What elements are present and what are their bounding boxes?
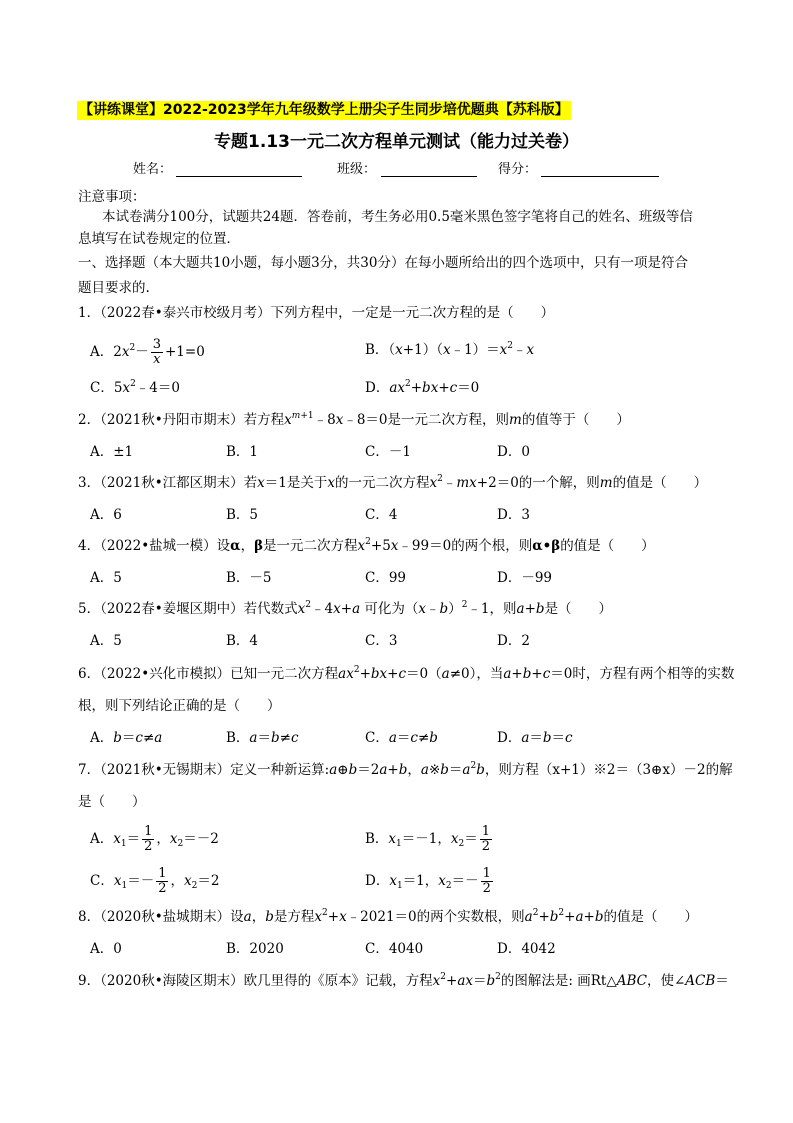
section-heading-cont: 题目要求的. (78, 280, 150, 296)
question-8-stem: 8．（2020秋•盐城期末）设a，b是方程$x^2+x﹣2021=0$的两个实数根，则$a^2+b^2+a+b$的值是（ ） (78, 908, 698, 925)
question-7-option-a: A．$x_1=$ $\frac{1}{2}$ ，$x_2=-2$ (90, 824, 219, 854)
question-8-option-b: B．2020 (226, 941, 284, 957)
class-field (381, 176, 477, 177)
question-9-stem: 9．（2020秋•海陵区期末）欧几里得的《原本》记载，方程$x^2+ax=b^2$的图解法是: 画Rt△ABC，使∠ACB＝ (78, 972, 729, 989)
question-2-option-a: A．±1 (90, 444, 134, 460)
question-7-option-c: C．$x_1=-$ $\frac{1}{2}$ ，$x_2=2$ (90, 866, 220, 896)
notice-heading: 注意事项： (78, 189, 146, 205)
question-8-option-a: A．0 (90, 941, 122, 957)
question-8-option-d: D．4042 (497, 941, 556, 957)
question-6-option-d: D．a＝b＝c (497, 730, 573, 746)
class-label: 班级： (337, 162, 377, 177)
question-6-stem: 6．（2022•兴化市模拟）已知一元二次方程$ax^2+bx+c=0(a\ne 0)$，当a+b+c＝0时，方程有两个相等的实数 (78, 665, 735, 682)
question-3-stem: 3．（2021秋•江都区期末）若x＝1是关于x的一元二次方程$x^2﹣mx+2=0$的一个解，则m的值是（ ） (78, 474, 708, 491)
question-5-stem: 5．（2022春•姜堰区期中）若代数式$x^2﹣4x+a$ 可化为（x﹣b）$^2$﹣1，则a+b是（ ） (78, 600, 613, 617)
question-6-option-c: C．a＝c≠b (365, 730, 438, 746)
question-8-option-c: C．4040 (365, 941, 424, 957)
question-1-option-d: D．$ax^2+bx+c=0$ (365, 379, 480, 396)
question-5-option-c: C．3 (365, 633, 398, 649)
question-4-option-c: C．99 (365, 570, 407, 586)
question-6-option-a: A．b＝c≠a (90, 730, 163, 746)
question-1-option-b: B．$(x+1)(x﹣1)=x^2﹣x$ (365, 341, 535, 358)
notice-text-cont: 息填写在试卷规定的位置． (78, 231, 240, 247)
question-3-option-a: A．6 (90, 507, 122, 523)
notice-text: 本试卷满分100分，试题共24题．答卷前，考生务必用0.5毫米黑色签字笔将自己的姓名、班级等信 (102, 209, 693, 225)
section-heading: 一、选择题（本大题共10小题，每小题3分，共30分）在每小题所给出的四个选项中，只有一项是符合 (78, 255, 688, 271)
question-7-stem: 7．（2021秋•无锡期末）定义一种新运算:a⊕b＝2a+b，$a※b=a^2b$，则方程（x+1）※2＝（3⊕x）－2的解 (78, 761, 733, 778)
question-2-stem: 2．（2021秋•丹阳市期末）若方程$x^{m+1}﹣8x﹣8=0$是一元二次方程，则m的值等于（ ） (78, 411, 630, 428)
question-7-option-d: D．$x_1=1$，$x_2=-$ $\frac{1}{2}$ (365, 866, 491, 896)
header-banner: 【讲练课堂】2022-2023学年九年级数学上册尖子生同步培优题典【苏科版】 (79, 102, 569, 118)
question-4-option-a: A．5 (90, 570, 122, 586)
question-1-stem: 1．（2022春•泰兴市校级月考）下列方程中，一定是一元二次方程的是（ ） (78, 305, 555, 321)
question-4-option-b: B．－5 (226, 570, 272, 586)
question-2-option-b: B．1 (226, 444, 259, 460)
question-3-option-c: C．4 (365, 507, 398, 523)
question-6-option-b: B．a＝b≠c (226, 730, 299, 746)
question-6-stem-cont: 根，则下列结论正确的是（ ） (78, 698, 281, 714)
name-field (176, 176, 302, 177)
score-label: 得分： (498, 162, 538, 177)
question-1-option-a: A．$2x^2-$ $\frac{3}{x}$ +1=0 (90, 337, 205, 367)
question-5-option-d: D．2 (497, 633, 530, 649)
question-4-option-d: D．－99 (497, 570, 553, 586)
question-1-option-c: C．$5x^2﹣4=0$ (90, 379, 180, 396)
question-3-option-b: B．5 (226, 507, 259, 523)
question-7-stem-cont: 是（ ） (78, 794, 146, 810)
question-5-option-b: B．4 (226, 633, 259, 649)
question-4-stem: 4．（2022•盐城一模）设α，β是一元二次方程$x^2+5x﹣99=0$的两个根，则α•β的值是（ ） (78, 537, 655, 554)
page-title: 专题1.13一元二次方程单元测试（能力过关卷） (214, 132, 579, 152)
question-2-option-c: C．－1 (365, 444, 411, 460)
question-2-option-d: D．0 (497, 444, 530, 460)
question-5-option-a: A．5 (90, 633, 122, 649)
name-label: 姓名： (133, 162, 173, 177)
score-field (541, 176, 659, 177)
question-3-option-d: D．3 (497, 507, 530, 523)
question-7-option-b: B．$x_1=-1$，$x_2=$ $\frac{1}{2}$ (365, 824, 491, 854)
